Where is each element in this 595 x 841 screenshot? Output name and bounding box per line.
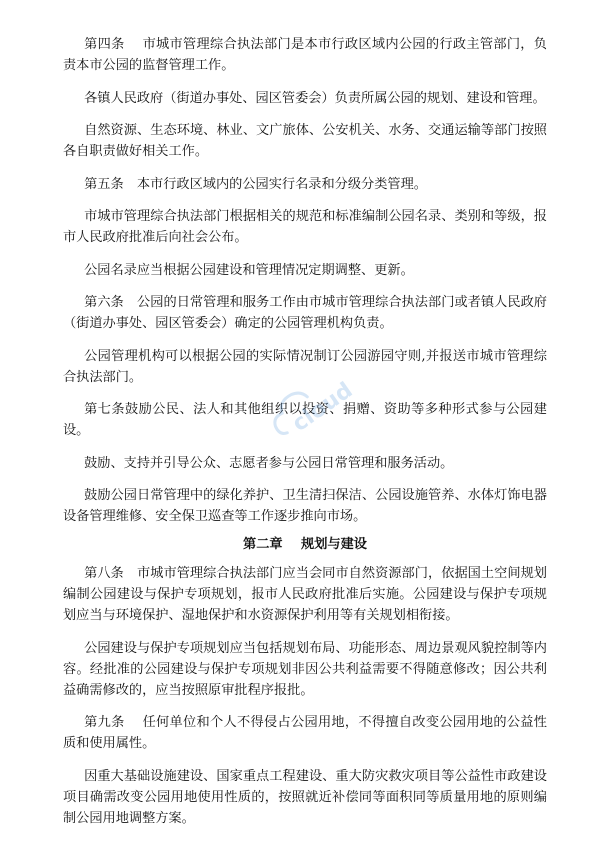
paragraph: 鼓励、支持并引导公众、志愿者参与公园日常管理和服务活动。 [84,455,454,471]
document-body [63,34,547,840]
paragraph-article-5: 第五条 本市行政区域内的公园实行名录和分级分类管理。 [84,176,427,192]
paragraph: 各镇人民政府（街道办事处、园区管委会）负责所属公园的规划、建设和管理。 [84,90,546,106]
paragraph-article-6: 第六条 公园的日常管理和服务工作由市城市管理综合执法部门或者镇人民政府（街道办事处、园区管委会）确定的公园管理机构负责。 [63,295,547,331]
paragraph-article-9: 第九条 任何单位和个人不得侵占公园用地，不得擅自改变公园用地的公益性质和使用属性。 [63,715,547,751]
chapter-number: 第二章 [243,537,283,552]
watermark-text: cloud [288,377,358,437]
chapter-heading [63,534,547,555]
paragraph: 鼓励公园日常管理中的绿化养护、卫生清扫保洁、公园设施管养、水体灯饰电器设备管理维修、安全保卫巡查等工作逐步推向市场。 [63,488,547,524]
paragraph-article-7: 第七条鼓励公民、法人和其他组织以投资、捐赠、资助等多种形式参与公园建设。 [63,402,547,438]
paragraph: 公园管理机构可以根据公园的实际情况制订公园游园守则,并报送市城市管理综合执法部门。 [63,348,547,385]
paragraph: 公园建设与保护专项规划应当包括规划布局、功能形态、周边景观风貌控制等内容。经批准的公园建设与保护专项规划非因公共利益需要不得随意修改；因公共利益确需修改的，应当按照原审批程序报批。 [63,640,547,698]
paragraph: 市城市管理综合执法部门根据相关的规范和标准编制公园名录、类别和等级，报市人民政府批准后向社会公布。 [63,209,547,245]
paragraph-article-8: 第八条 市城市管理综合执法部门应当会同市自然资源部门，依据国土空间规划编制公园建设与保护专项规划，报市人民政府批准后实施。公园建设与保护专项规划应当与环境保护、湿地保护和水资源保护利用等有关规划相衔接。 [63,566,547,623]
paragraph-article-4: 第四条 市城市管理综合执法部门是本市行政区域内公园的行政主管部门，负责本市公园的监督管理工作。 [63,37,547,73]
chapter-title: 规划与建设 [301,537,367,552]
paragraph: 因重大基础设施建设、国家重点工程建设、重大防灾救灾项目等公益性市政建设项目确需改变公园用地使用性质的，按照就近补偿同等面积同等质量用地的原则编制公园用地调整方案。 [63,768,547,826]
paragraph: 公园名录应当根据公园建设和管理情况定期调整、更新。 [84,262,414,278]
paragraph: 自然资源、生态环境、林业、文广旅体、公安机关、水务、交通运输等部门按照各自职责做好相关工作。 [63,123,547,159]
